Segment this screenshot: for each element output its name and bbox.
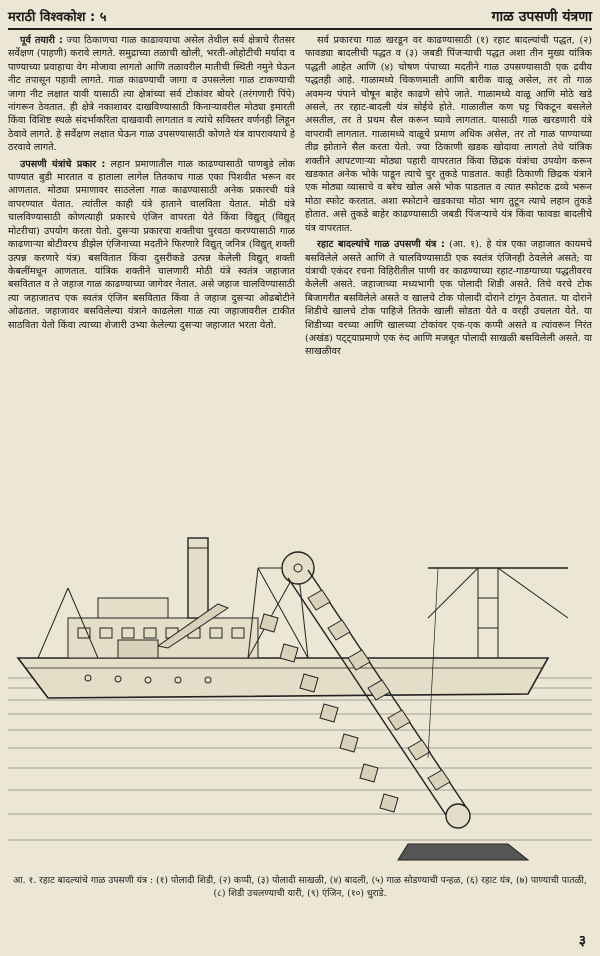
ship-hull: [18, 658, 548, 698]
upper-tumbler-pulley: [282, 552, 314, 584]
paragraph-text: ज्या ठिकाणचा गाळ काढावयाचा असेल तेथील सर्व क्षेत्राचे रीतसर सर्वेक्षण (पाहणी) करावे लागते. समुद्राच्या तळाची खोली, भरती-ओहोटीची मर्यादा व पाण्याच्या प्रवाहाचा वेग मोजावा लागतो आणि तळावरील मातीची स्थिती नमुने घेऊन नीट तपासून पहावी लागते. गाळ काढण्याची जागा व उपसलेला गाळ टाकण्याची जागा नीट लक्षात यावी यासाठी त्या क्षेत्रांच्या सर्व टोकांवर बोयरे (तरंगणारी पिंपे) नांगरून ठेवतात. ही क्षेत्रे नकाशावर दाखविण्यासाठी किनाऱ्यावरील मोठ्या इमारती किंवा विशिष्ट स्थळे संदर्भाकरिता दाखवावी लागतात व त्यांचे सविस्तर वर्णनही लिहून ठेवावे लागते. हे सर्वेक्षण लक्षात घेऊन गाळ उपसण्यासाठी कोणते यंत्र वापरावयाचे हे ठरवावे लागते.: [8, 35, 295, 154]
bucket-dredger-drawing: [8, 508, 592, 868]
paragraph-methods: [305, 34, 592, 235]
paragraph-text: लहान प्रमाणातील गाळ काढण्यासाठी पाणबुडे लोक पाण्यात बुडी मारतात व हाताला लागेल तितकाच गाळ एका पिशवीत भरून वर आणतात. मोठ्या प्रमाणावर साठलेला गाळ काढण्यासाठी अनेक प्रकारची यंत्रे वापरण्यात येतात. त्यांतील काही यंत्रे हाताने चालविता येतात. मोठी यंत्रे चालविण्यासाठी कोणत्याही प्रकारचे एंजिन वापरता येते किंवा विद्युत् (विद्युत् मोटरीचा) उपयोग करता येतो. दुसऱ्या प्रकारचा शक्तीचा पुरवठा करण्यासाठी गाळ काढणाऱ्या बोटीवरच डीझेल एंजिनाच्या मदतीने फिरणारे विद्युत् जनित्र (विद्युत् शक्ती उत्पन्न करणारे यंत्र) बसवितात किंवा दुसरीकडे उत्पन्न केलेली विद्युत् शक्ती केबलींमधून आणतात. यांत्रिक शक्तीने चालणारी मोठी यंत्रे स्वतंत्र जहाजात बसवितात व ते जहाज गाळ काढण्याच्या जागेवर नेतात. असे जहाज चालविण्यासाठी त्या जहाजातच एक स्वतंत्र एंजिन बसवितात किंवा ते जहाज दुसऱ्या ओढबोटीने ओढतात. जहाजावर बसविलेल्या यंत्राने काढलेला गाळ त्या जहाजावरील टाकीत साठविता येतो किंवा त्याच्या शेजारी उभ्या केलेल्या दुसऱ्या जहाजात भरता येतो.: [8, 158, 295, 331]
seabed: [398, 844, 528, 860]
column-left: [8, 34, 295, 502]
funnel: [188, 538, 208, 618]
paragraph-preparation: [8, 34, 295, 155]
column-right: [305, 34, 592, 502]
paragraph-heading: उपसणी यंत्रांचे प्रकार :: [20, 158, 106, 170]
fore-mast: [38, 588, 68, 658]
engine-block: [118, 640, 158, 658]
dredger-illustration: [8, 508, 592, 868]
paragraph-heading: पूर्व तयारी :: [20, 35, 63, 46]
header-article-title: गाळ उपसणी यंत्रणा: [491, 8, 592, 25]
paragraph-heading: रहाट बादल्यांचे गाळ उपसणी यंत्र :: [317, 239, 445, 251]
paragraph-text: सर्व प्रकारचा गाळ खरडून वर काढण्यासाठी (१) रहाट बादल्यांची पद्धत, (२) फावड्या बादलीची पद्धत व (३) जबडी पिंजऱ्याची पद्धत अशा तीन मुख्य यांत्रिक पद्धती आहेत आणि (४) चोषण पंपाच्या मदतीने गाळ उपसण्यासाठी एक द्रवीय पद्धतही आहे. गाळामध्ये चिकणमाती आणि बारीक वाळू असेल, तर तो गाळ अवमन्य पंपाने चोषून बाहेर काढणे सोपे जाते. गाळामध्ये वाळू आणि मोठे खडे असले, तर रहाट-बादली यंत्र सोईचे होते. गाळातील कण घट्ट चिकटून बसलेले असतील, तर ते प्रथम सैल करून घ्यावे लागतात. यासाठी गाळ खरडणारी यंत्रे वापरावी लागतात. गाळामध्ये वाळूचे प्रमाण अधिक असेल, तर तो गाळ पाण्याच्या तीव्र झोताने सैल करता येतो. ज्या ठिकाणी खडक खोदावा लागतो तेथे यांत्रिक शक्तीने आपटणाऱ्या मोठ्या पहारी वापरतात किंवा छिद्रक यंत्रांचा उपयोग करून खडकात अनेक भोके पाडून त्याचे चुर तुकडे पाडतात. काही ठिकाणी छिद्रक यंत्राने एक मोठ्या व्यासाचे व बरेच खोल असे भोक पाडतात व त्यात स्फोटक द्रव्ये भरून मोठा स्फोट करतात. अशा स्फोटाने खडकाचा मोठा भाग तुटून त्याचे लहान तुकडे होतात. असे तुकडे बाहेर काढण्यासाठी जबडी पिंजऱ्याचे यंत्र किंवा फावडा बादलीचे यंत्र वापरतात.: [305, 35, 592, 234]
water-surface-lines: [8, 678, 592, 840]
paragraph-bucket-dredger: [305, 238, 592, 359]
body-columns: [8, 34, 592, 502]
header-volume: मराठी विश्वकोश : ५: [8, 10, 107, 25]
figure-caption: आ. १. रहाट बादल्यांचे गाळ उपसणी यंत्र : (१) पोलादी शिडी, (२) कप्पी, (३) पोलादी साखळी, (४) बादली, (५) गाळ सोडण्याची पन्हळ, (६) रहाट यंत्र, (७) पाण्याची पातळी, (८) शिडी उचलण्याची यारी, (९) एंजिन, (१०) धुराडे.: [13, 875, 587, 899]
paragraph-machine-types: [8, 158, 295, 332]
ladder-lifting-gantry: [428, 568, 568, 658]
lower-tumbler-pulley: [446, 804, 470, 828]
page-number: ३: [578, 933, 586, 949]
running-header: [8, 4, 592, 30]
paragraph-text: (आ. १). हे यंत्र एका जहाजात कायमचे बसविलेले असते आणि ते चालविण्यासाठी एक स्वतंत्र एंजिनही ठेवलेले असते; या यंत्राची एकंदर रचना विहिरीतील पाणी वर काढण्याच्या रहाट-गाडग्याच्या पद्धतीवरच केलेली असते. जहाजाच्या मध्यभागी एक पोलादी शिडी असते. तिचे वरचे टोक बिजागरीत बसविलेले असते व खालचे टोक पोलादी दोराने टांगून ठेवतात. या दोराने शिडीचे खालचे टोक पाहिजे तितके खाली सोडता येते व वरही उचलता येते. या शिडीच्या वरच्या आणि खालच्या टोकांवर एक-एक कप्पी असते व त्यांवरून निरंत (अखंड) पट्ट्याप्रमाणे एक रुंद आणि मजबूत पोलादी साखळी बसविलेली असते. या साखळीवर: [305, 239, 592, 358]
deck-house: [68, 618, 258, 658]
